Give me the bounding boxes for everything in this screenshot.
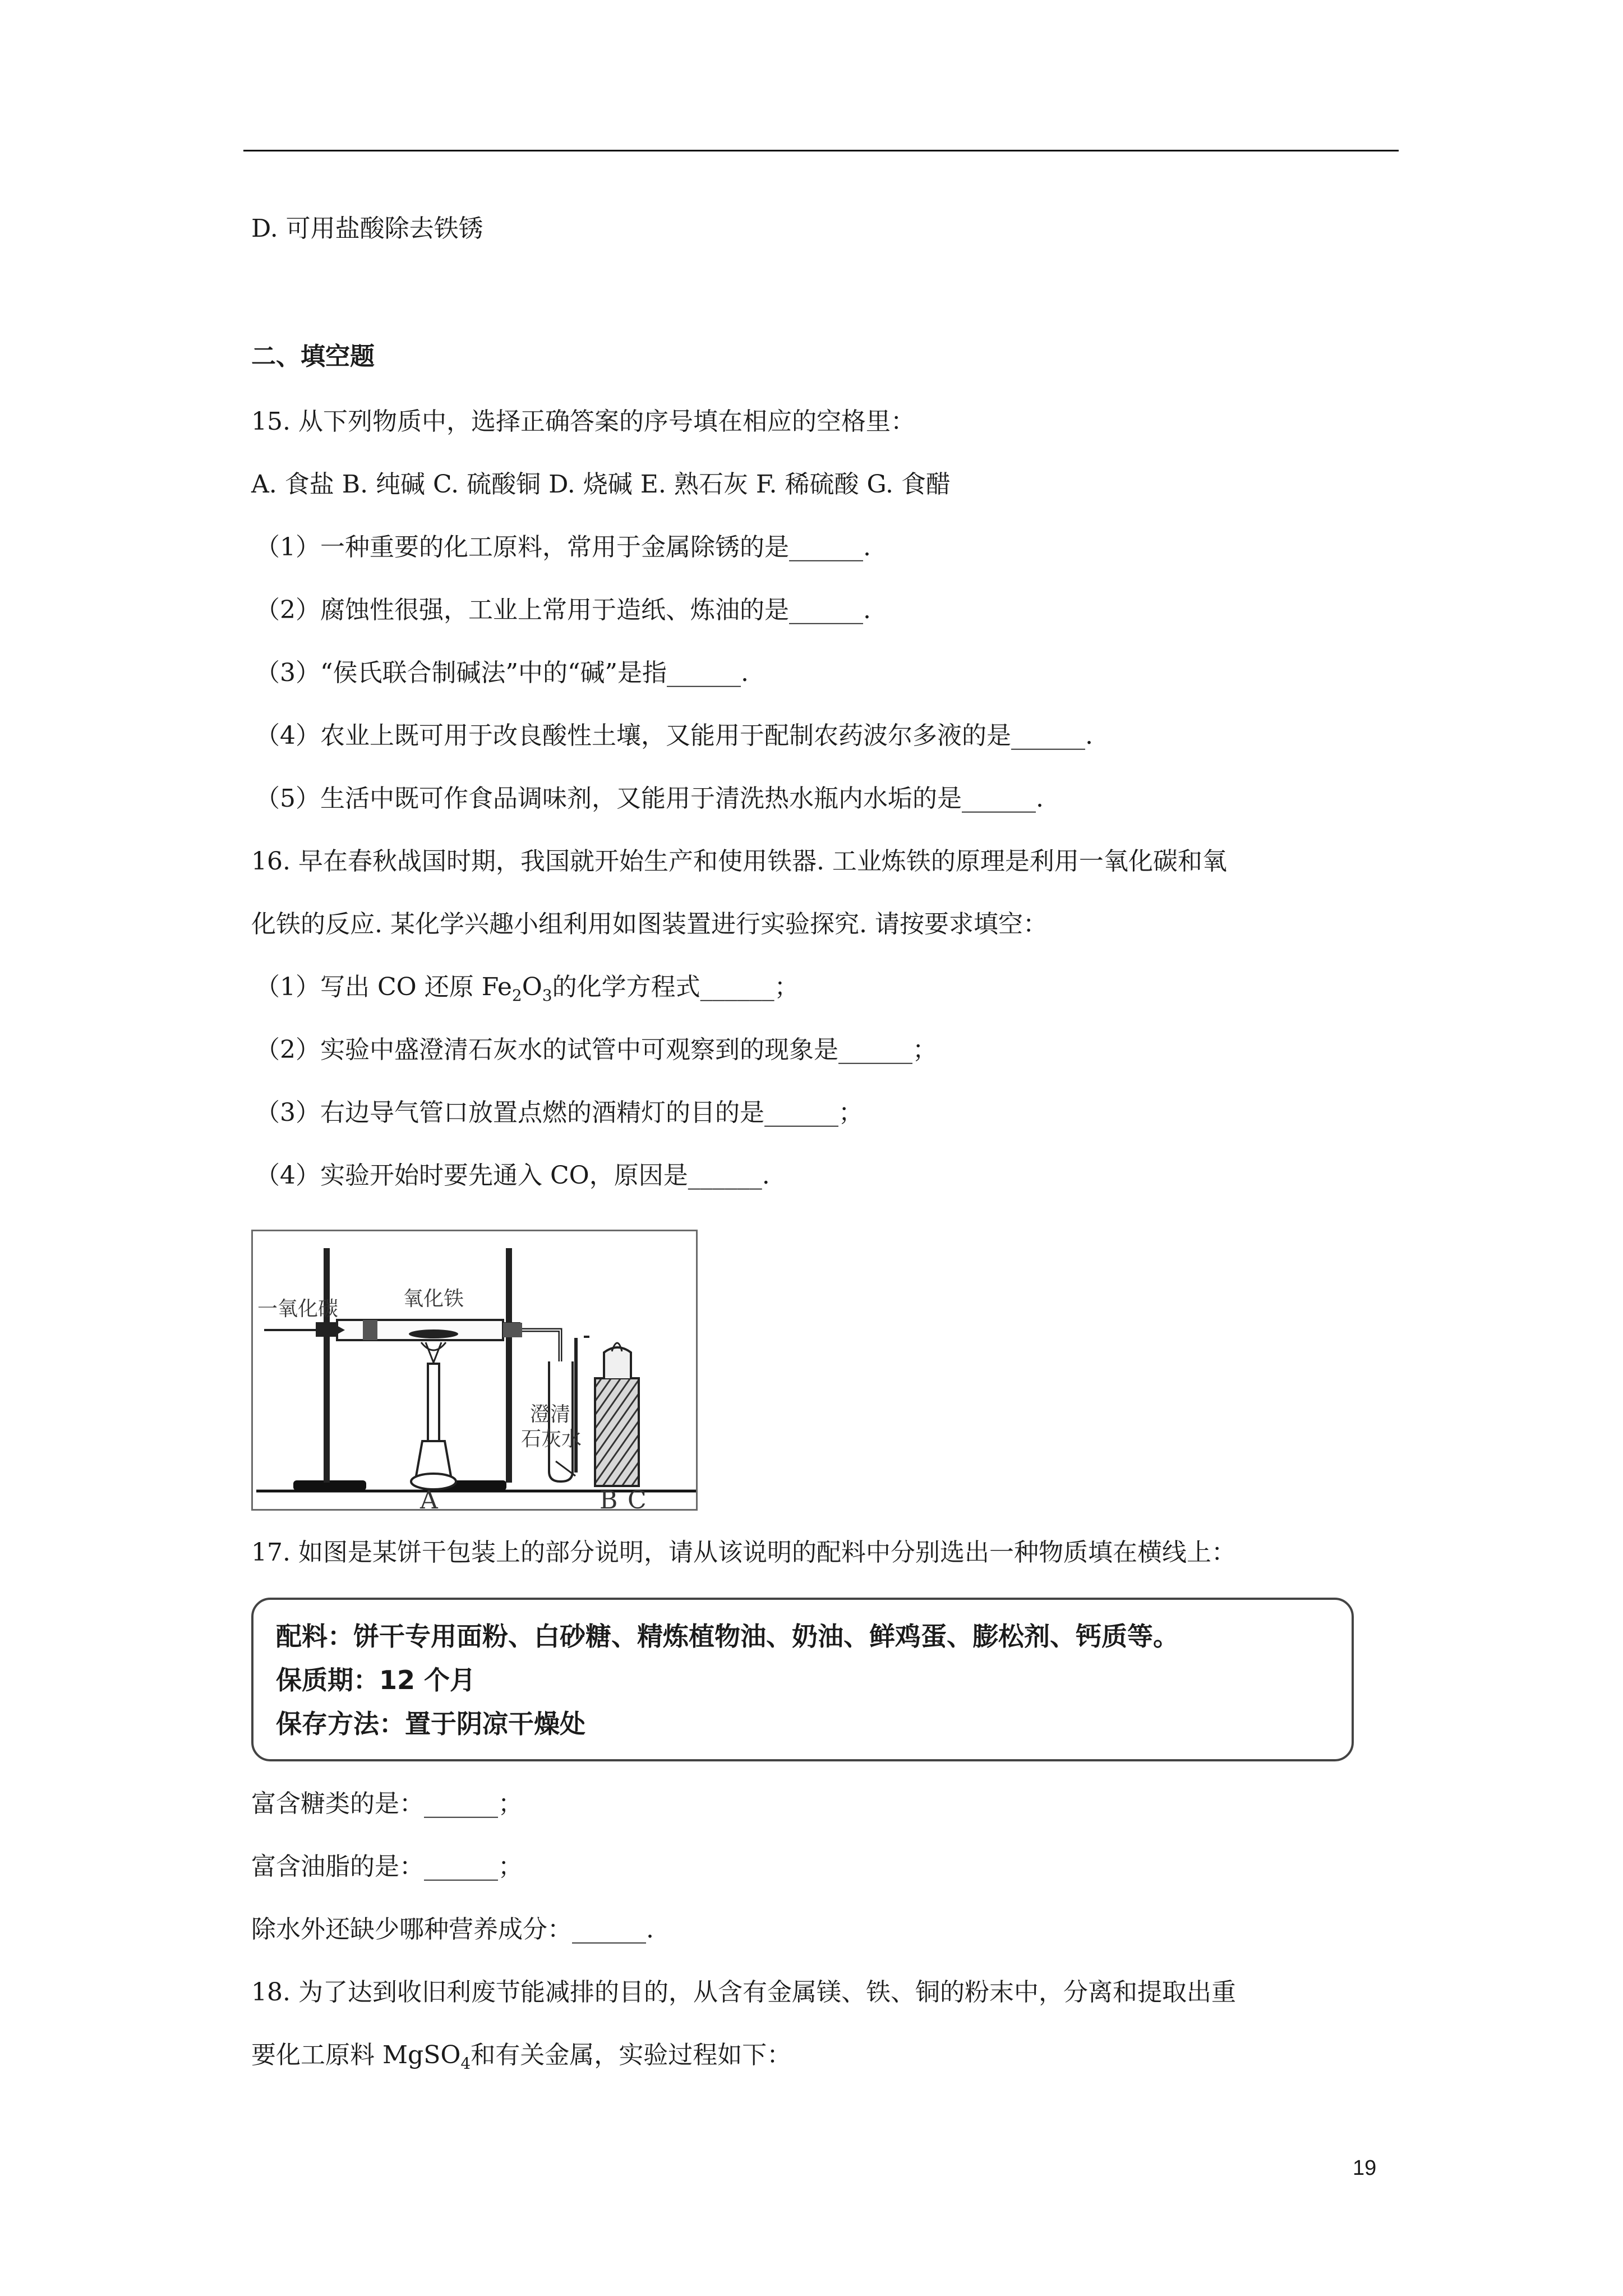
q18-stem-line-2: 要化工原料 MgSO$_4$和有关金属，实验过程如下：: [251, 2041, 792, 2073]
q16-item-3: （3）右边导气管口放置点燃的酒精灯的目的是______；: [255, 1098, 863, 1127]
apparatus-figure: [251, 1230, 698, 1511]
label-limewater-2: 石灰水: [521, 1428, 582, 1451]
label-c: C: [628, 1486, 647, 1509]
label-limewater-1: 澄清: [530, 1403, 571, 1426]
q17-blank-nutrient: 除水外还缺少哪种营养成分：______.: [251, 1915, 654, 1944]
q17-blank-fat: 富含油脂的是：______；: [251, 1852, 523, 1881]
option-d-text: D. 可用盐酸除去铁锈: [251, 214, 483, 243]
q15-item-3: （3）“侯氏联合制碱法”中的“碱”是指______.: [255, 659, 749, 687]
q15-item-5: （5）生活中既可作食品调味剂，又能用于清洗热水瓶内水垢的是______.: [255, 784, 1044, 813]
page-number: 19: [1353, 2156, 1377, 2180]
label-b: B: [600, 1486, 618, 1509]
iron-oxide-sample: [409, 1329, 458, 1338]
q18-stem-line-1: 18. 为了达到收旧利废节能减排的目的，从含有金属镁、铁、铜的粉末中，分离和提取出重: [251, 1978, 1236, 2007]
section-heading: 二、填空题: [251, 342, 375, 371]
label-a: A: [420, 1486, 438, 1509]
q15-item-2: （2）腐蚀性很强，工业上常用于造纸、炼油的是______.: [255, 596, 871, 624]
biscuit-label-box: [251, 1598, 1354, 1761]
label-iron-oxide: 氧化铁: [403, 1287, 464, 1310]
alcohol-lamp-c: [595, 1378, 639, 1486]
label-shelf-life: 保质期：12 个月: [276, 1665, 476, 1695]
stand-rod-right: [506, 1248, 512, 1483]
header-rule: [243, 150, 1399, 151]
q17-stem: 17. 如图是某饼干包装上的部分说明，请从该说明的配料中分别选出一种物质填在横线上：: [251, 1538, 1236, 1567]
q17-blank-sugar: 富含糖类的是：______；: [251, 1789, 523, 1818]
flame: [421, 1342, 446, 1350]
label-storage: 保存方法：置于阴凉干燥处: [276, 1709, 585, 1739]
stand-rod-left: [324, 1248, 330, 1483]
left-stopper: [363, 1320, 377, 1340]
lamp-c-top: [604, 1347, 631, 1378]
label-carbon-monoxide: 一氧化碳: [257, 1297, 339, 1320]
right-stopper: [503, 1323, 522, 1337]
q16-item-4: （4）实验开始时要先通入 CO，原因是______.: [255, 1161, 770, 1190]
q15-item-1: （1）一种重要的化工原料，常用于金属除锈的是______.: [255, 533, 871, 562]
q16-stem-line-2: 化铁的反应. 某化学兴趣小组利用如图装置进行实验探究. 请按要求填空：: [251, 910, 1048, 938]
q16-stem-line-1: 16. 早在春秋战国时期，我国就开始生产和使用铁器. 工业炼铁的原理是利用一氧化碳和氧: [251, 847, 1227, 876]
q15-stem: 15. 从下列物质中，选择正确答案的序号填在相应的空格里：: [251, 407, 915, 436]
q15-item-4: （4）农业上既可用于改良酸性土壤，又能用于配制农药波尔多液的是______.: [255, 721, 1093, 750]
q15-options: A. 食盐 B. 纯碱 C. 硫酸铜 D. 烧碱 E. 熟石灰 F. 稀硫酸 G. 食醋: [251, 470, 951, 499]
q16-item-2: （2）实验中盛澄清石灰水的试管中可观察到的现象是______；: [255, 1036, 937, 1064]
label-ingredients: 配料：饼干专用面粉、白砂糖、精炼植物油、奶油、鲜鸡蛋、膨松剂、钙质等。: [276, 1621, 1179, 1651]
q16-item-1: （1）写出 CO 还原 $Fe_2O_3$的化学方程式______；: [255, 973, 799, 1005]
flame-inner: [426, 1342, 441, 1363]
burner-tube: [428, 1364, 439, 1441]
